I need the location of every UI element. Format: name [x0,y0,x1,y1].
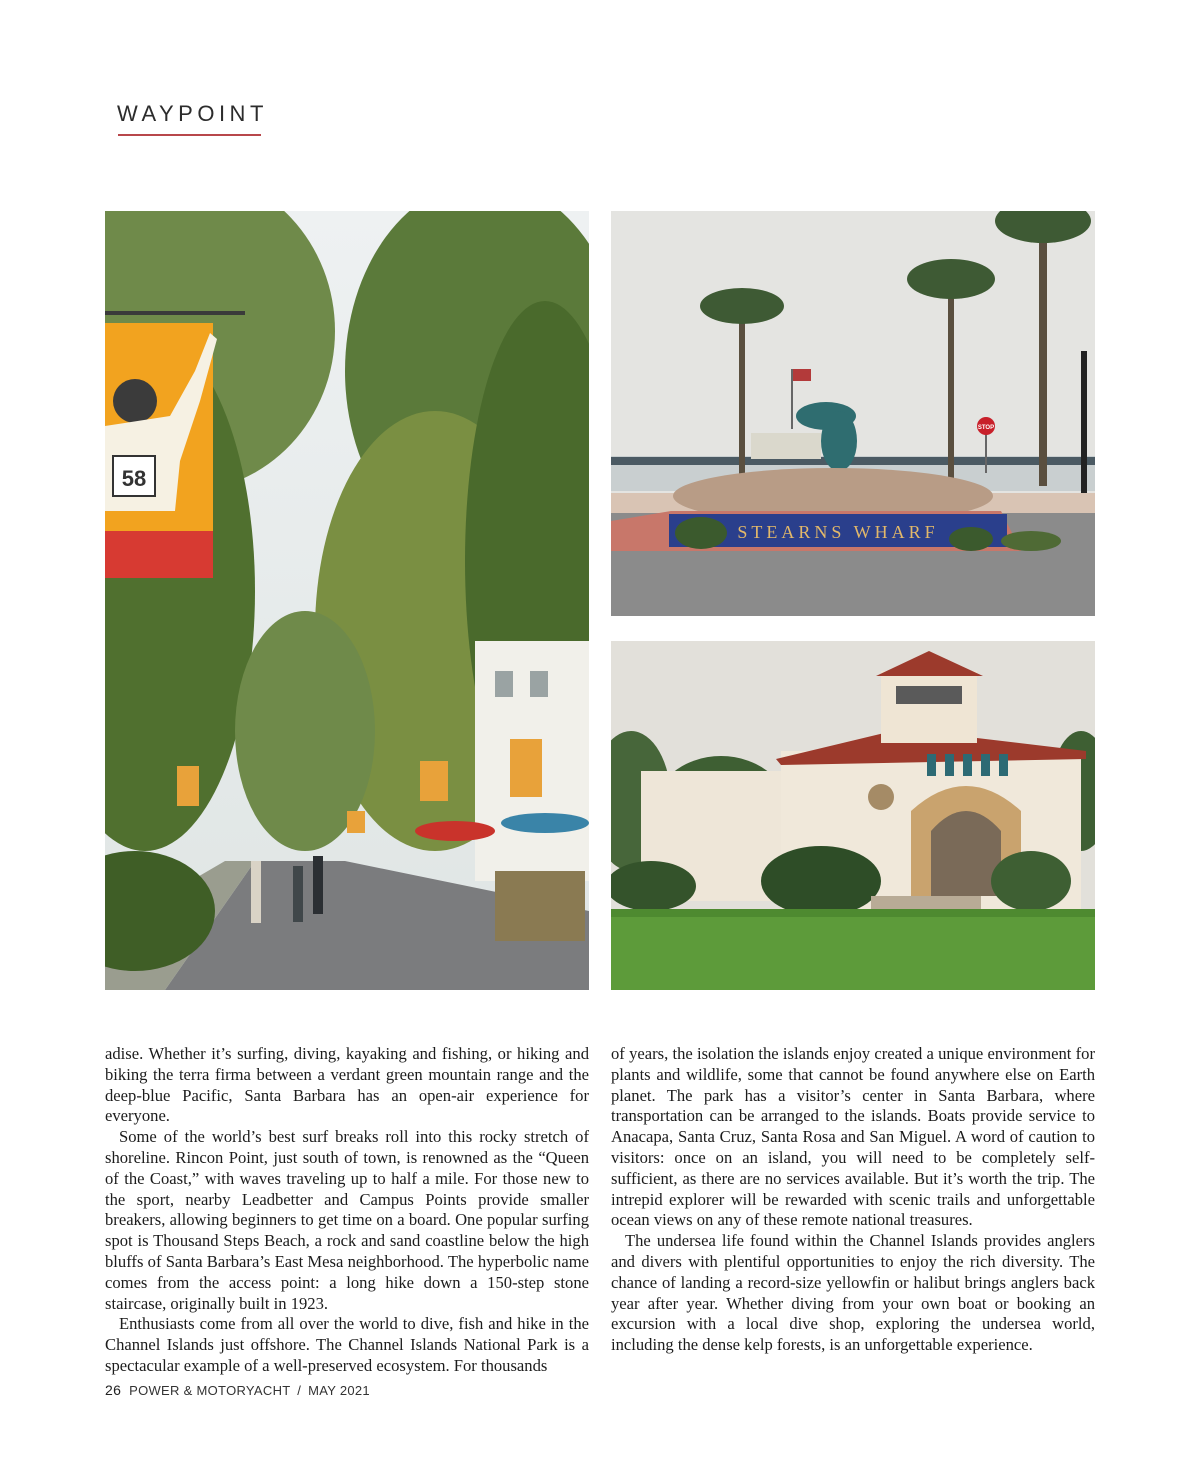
banner-number: 58 [121,466,147,491]
wharf-fountain-photo [611,211,1095,616]
courthouse-photo [611,641,1095,990]
article-column-left [105,1044,589,1377]
article-paragraph: The undersea life found within the Channel Islands provides anglers and divers with plentiful opportunities to enjoy the rich diversity. The chance of landing a record-size yellowfin or halibut brings anglers back year after year. Whether diving from your own boat or booking an excursion with a local dive shop, exploring the undersea world, including the dense kelp forests, is an unforgettable experience. [611,1231,1095,1355]
street-banner-photo [105,211,589,990]
article-paragraph: Enthusiasts come from all over the world to dive, fish and hike in the Channel Islands just offshore. The Channel Islands National Park is a spectacular example of a well-preserved ecosystem. For thousands [105,1314,589,1375]
page-number: 26 [105,1382,122,1398]
stop-sign-text: STOP [977,425,995,431]
footer-separator: / [297,1383,302,1398]
article-paragraph: Some of the world’s best surf breaks roll into this rocky stretch of shoreline. Rincon Point, just south of town, is renowned as the “Queen of the Coast,” with waves traveling up to half a mile. For those new to the sport, nearby Leadbetter and Campus Points provide smaller breakers, allowing beginners to get time on a board. One popular surfing spot is Thousand Steps Beach, a rock and sand coastline below the high bluffs of Santa Barbara’s East Mesa neighborhood. The hyperbolic name comes from the access point: a long hike down a 150-step stone staircase, originally built in 1923. [105,1127,589,1313]
section-rule [118,134,261,136]
article-paragraph: of years, the isolation the islands enjoy created a unique environment for plants and wildlife, some that cannot be found anywhere else on Earth planet. The park has a visitor’s center in Santa Barbara, where transportation can be arranged to the islands. Boats provide service to Anacapa, Santa Cruz, Santa Rosa and San Miguel. A word of caution to visitors: once on an island, you will need to be completely self-sufficient, as there are no services available. But it’s worth the trip. The intrepid explorer will be rewarded with scenic trails and unforgettable ocean views on any of these remote national treasures. [611,1044,1095,1230]
section-label: WAYPOINT [117,101,268,126]
publication-name: POWER & MOTORYACHT [129,1383,291,1398]
page-footer [105,1382,370,1398]
article-column-right [611,1044,1095,1356]
issue-date: MAY 2021 [308,1383,370,1398]
stearns-wharf-sign: STEARNS WHARF [737,522,939,542]
article-paragraph: adise. Whether it’s surfing, diving, kayaking and fishing, or hiking and biking the terra firma between a verdant green mountain range and the deep-blue Pacific, Santa Barbara has an open-air experience for everyone. [105,1044,589,1126]
